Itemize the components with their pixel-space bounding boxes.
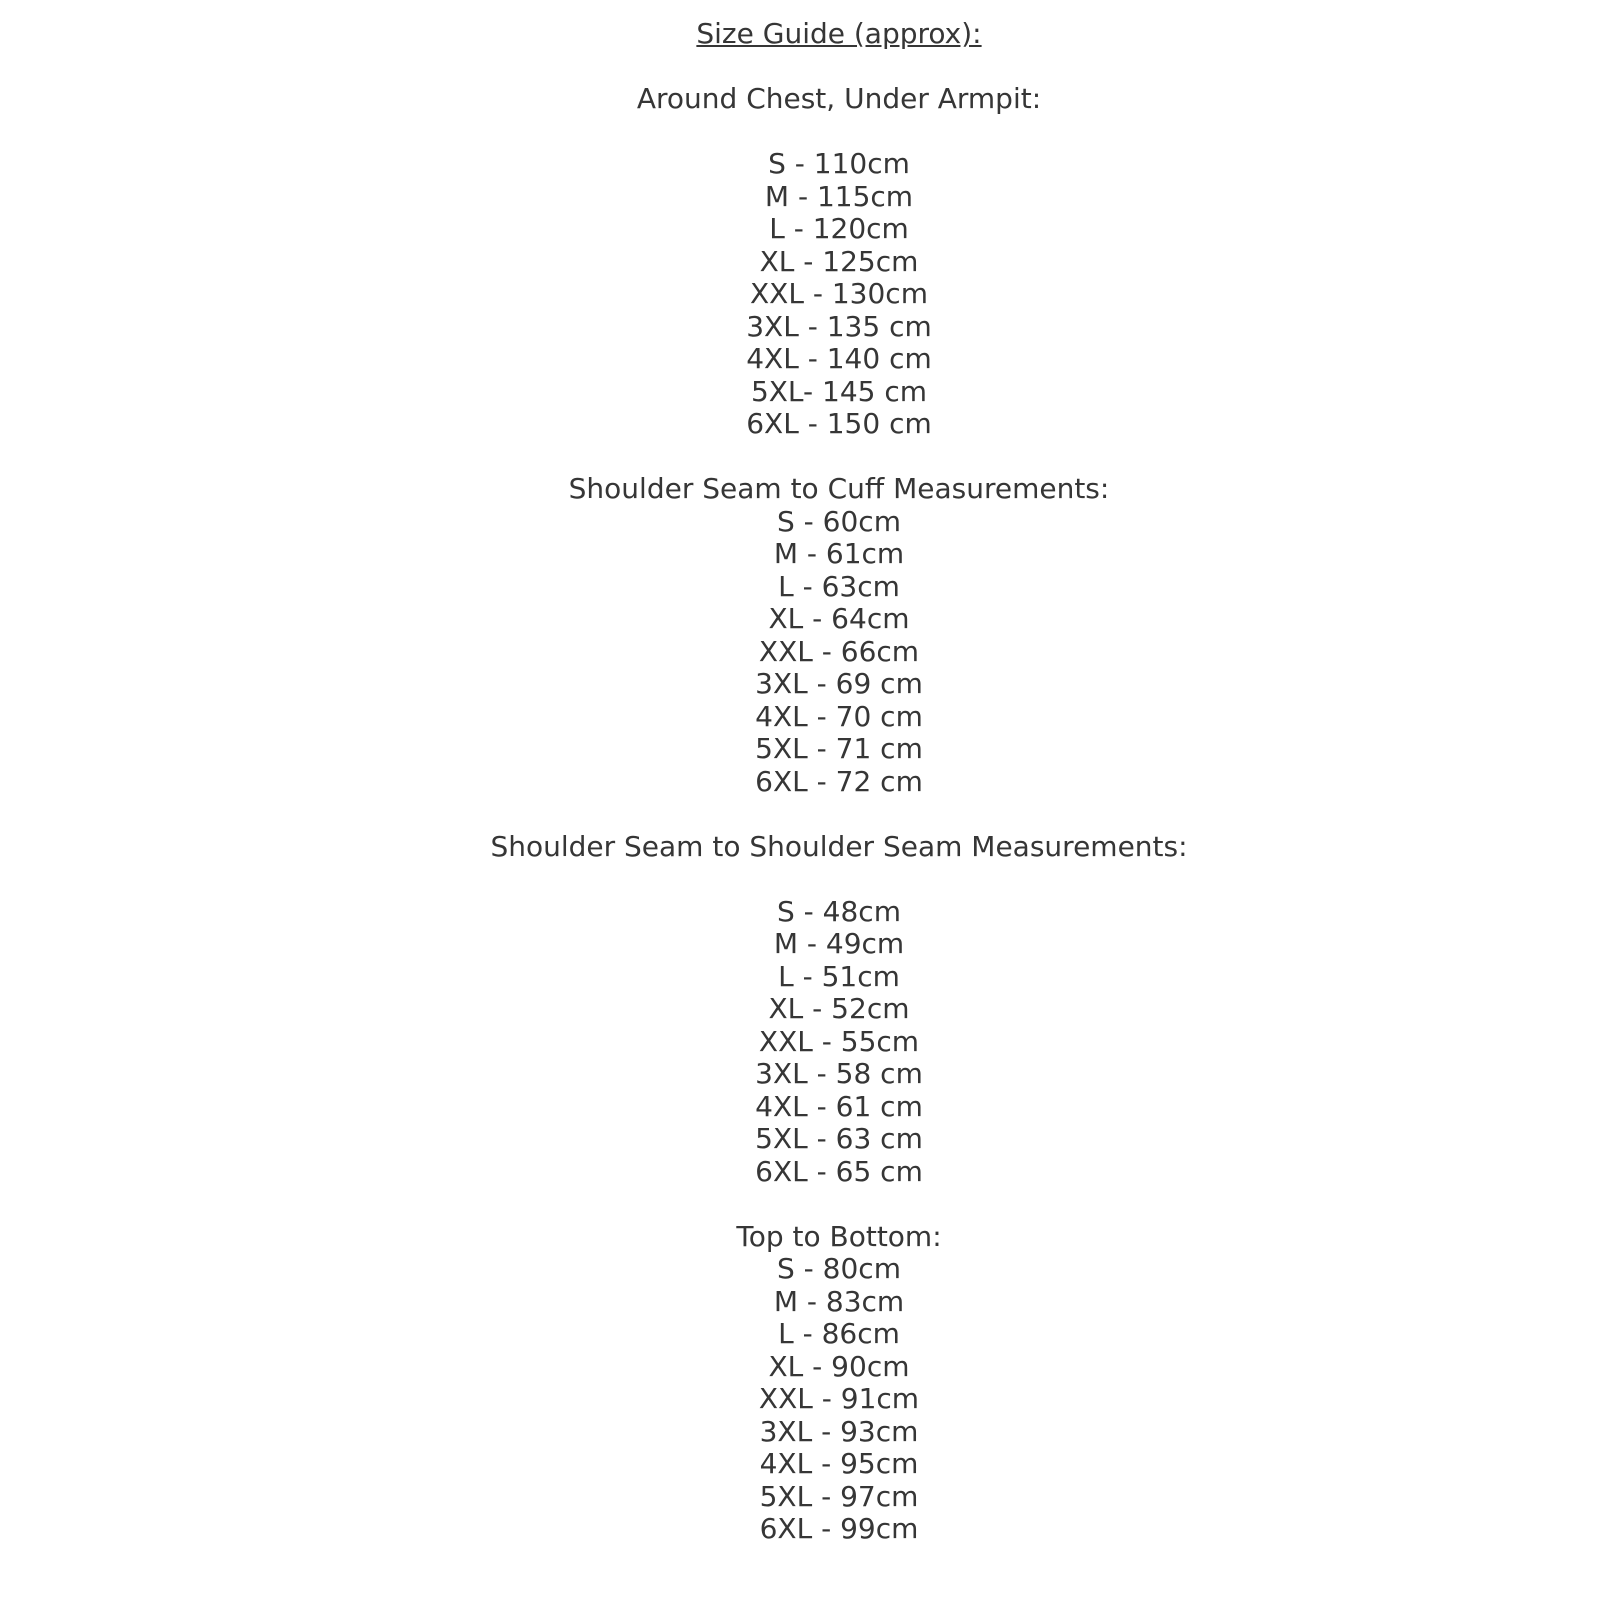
size-entry: XL - 90cm — [768, 1349, 910, 1383]
size-entry: 5XL- 145 cm — [750, 374, 928, 408]
section-top-to-bottom — [78, 1221, 1600, 1546]
size-entry: S - 110cm — [768, 147, 910, 180]
size-entry: XXL - 66cm — [758, 634, 920, 668]
size-entry: XL - 125cm — [759, 244, 919, 278]
size-entry: 3XL - 93cm — [759, 1414, 919, 1448]
size-list-shoulder-to-cuff — [78, 506, 1600, 799]
size-entry: L - 63cm — [778, 569, 900, 603]
size-entry: M - 61cm — [773, 537, 905, 570]
size-entry: M - 49cm — [773, 927, 905, 960]
size-list-around-chest — [78, 148, 1600, 441]
size-entry: 4XL - 140 cm — [746, 342, 932, 375]
section-shoulder-to-shoulder — [78, 831, 1600, 1189]
size-entry: S - 48cm — [777, 894, 901, 928]
section-heading-shoulder-to-shoulder: Shoulder Seam to Shoulder Seam Measurements: — [490, 829, 1188, 863]
size-entry: L - 120cm — [769, 212, 909, 245]
size-entry: 3XL - 69 cm — [755, 667, 923, 700]
size-entry: 5XL - 97cm — [759, 1479, 919, 1513]
size-entry: XL - 52cm — [768, 992, 910, 1025]
size-entry: L - 86cm — [778, 1317, 900, 1350]
size-entry: 4XL - 70 cm — [755, 699, 923, 733]
size-entry: XXL - 91cm — [758, 1382, 920, 1415]
section-heading-around-chest: Around Chest, Under Armpit: — [636, 82, 1042, 115]
size-entry: 3XL - 135 cm — [746, 309, 932, 343]
section-heading-shoulder-to-cuff: Shoulder Seam to Cuff Measurements: — [568, 472, 1110, 505]
size-entry: 6XL - 150 cm — [746, 407, 932, 440]
size-entry: 4XL - 61 cm — [755, 1089, 923, 1123]
size-entry: 5XL - 71 cm — [755, 732, 923, 765]
size-entry: 3XL - 58 cm — [755, 1057, 923, 1090]
size-entry: XXL - 130cm — [750, 277, 928, 310]
size-entry: XL - 64cm — [768, 602, 910, 635]
size-entry: XXL - 55cm — [758, 1024, 920, 1058]
size-entry: S - 80cm — [777, 1252, 901, 1285]
size-entry: M - 115cm — [764, 179, 914, 213]
size-entry: M - 83cm — [773, 1284, 905, 1318]
size-entry: 4XL - 95cm — [759, 1447, 919, 1480]
size-list-top-to-bottom — [78, 1253, 1600, 1546]
size-entry: 6XL - 72 cm — [755, 764, 923, 798]
section-around-chest — [78, 83, 1600, 441]
size-entry: S - 60cm — [777, 504, 901, 538]
size-entry: L - 51cm — [778, 959, 900, 993]
size-entry: 6XL - 65 cm — [755, 1154, 923, 1188]
section-heading-top-to-bottom: Top to Bottom: — [736, 1219, 942, 1253]
page-title: Size Guide (approx): — [696, 17, 982, 50]
size-entry: 5XL - 63 cm — [755, 1122, 923, 1155]
size-entry: 6XL - 99cm — [759, 1512, 919, 1545]
section-shoulder-to-cuff — [78, 473, 1600, 798]
size-list-shoulder-to-shoulder — [78, 896, 1600, 1189]
